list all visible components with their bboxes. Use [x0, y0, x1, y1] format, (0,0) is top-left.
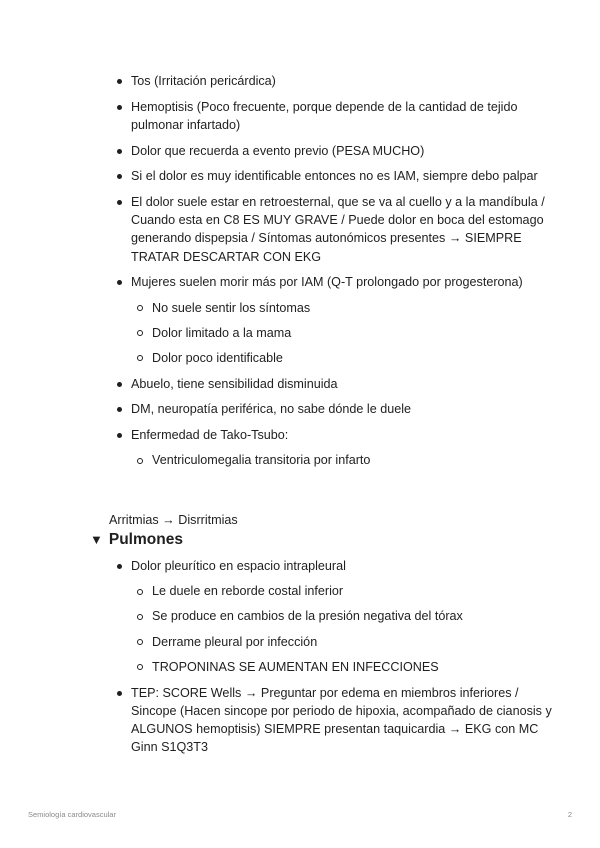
bullet-icon	[117, 280, 122, 285]
sub-list-item	[131, 658, 555, 676]
list-item	[115, 400, 555, 418]
sub-list-item	[131, 451, 555, 469]
list-item-text: DM, neuropatía periférica, no sabe dónde le duele	[131, 402, 412, 417]
sub-list-item-text: Ventriculomegalia transitoria por infarto	[152, 453, 371, 468]
circle-bullet-icon	[137, 305, 143, 311]
bullet-icon	[117, 407, 122, 412]
bullet-icon	[117, 200, 122, 205]
sub-list-item-text: Derrame pleural por infección	[152, 634, 318, 649]
list-item	[115, 273, 555, 367]
list-item-text: El dolor suele estar en retroesternal, que se va al cuello y a la mandíbula / Cuando esta en C8 ES MUY GRAVE / Puede dolor en boca del estomago generando dispepsia / Síntomas autonómicos presentes → SIEMPRE TRATAR DESCARTAR CON EKG	[131, 195, 545, 264]
bullet-icon	[117, 433, 122, 438]
list-item	[115, 98, 555, 134]
bullet-icon	[117, 105, 122, 110]
sub-list-item-text: Dolor poco identificable	[152, 350, 283, 365]
list-item	[115, 72, 555, 90]
list-item-text: Abuelo, tiene sensibilidad disminuida	[131, 376, 338, 391]
circle-bullet-icon	[137, 639, 143, 645]
circle-bullet-icon	[137, 458, 143, 464]
sub-list-item	[131, 299, 555, 317]
bullet-icon	[117, 79, 122, 84]
list-item	[115, 426, 555, 469]
sub-list	[131, 582, 555, 676]
bullet-icon	[117, 564, 122, 569]
list-item-text: Dolor pleurítico en espacio intrapleural	[131, 559, 346, 573]
list-item-text: TEP: SCORE Wells → Preguntar por edema en miembros inferiores / Sincope (Hacen sincope por periodo de hipoxia, acompañado de cianosis y ALGUNOS hemoptisis) SIEMPRE presentan taquicardia → EKG con MC Ginn S1Q3T3	[131, 685, 552, 755]
pulmones-list	[115, 557, 555, 764]
sub-list-item	[131, 582, 555, 600]
arritmias-line: Arritmias → Disrritmias	[109, 513, 238, 527]
circle-bullet-icon	[137, 589, 143, 595]
list-item-text: Mujeres suelen morir más por IAM (Q-T prolongado por progesterona)	[131, 275, 523, 290]
list-item-text: Enfermedad de Tako-Tsubo:	[131, 428, 289, 443]
footer-document-title: Semiología cardiovascular	[28, 810, 116, 819]
bullet-icon	[117, 691, 122, 696]
sub-list-item	[131, 633, 555, 651]
bullet-icon	[117, 382, 122, 387]
circle-bullet-icon	[137, 330, 143, 336]
list-item	[115, 684, 555, 757]
list-item-text: Dolor que recuerda a evento previo (PESA MUCHO)	[131, 143, 425, 158]
list-item	[115, 375, 555, 393]
list-item-text: Hemoptisis (Poco frecuente, porque depende de la cantidad de tejido pulmonar infartado)	[131, 99, 518, 132]
list-item	[115, 557, 555, 676]
sub-list-item	[131, 349, 555, 367]
list-item	[115, 142, 555, 160]
sub-list-item-text: Dolor limitado a la mama	[152, 325, 292, 340]
sub-list-item-text: Se produce en cambios de la presión negativa del tórax	[152, 609, 463, 624]
circle-bullet-icon	[137, 664, 143, 670]
list-item	[115, 193, 555, 266]
toggle-triangle-icon[interactable]: ▼	[90, 532, 103, 547]
list-item	[115, 167, 555, 185]
bullet-icon	[117, 174, 122, 179]
circle-bullet-icon	[137, 355, 143, 361]
section-title: Pulmones	[108, 531, 183, 548]
sub-list	[131, 451, 555, 469]
pulmones-toggle-heading[interactable]	[90, 529, 183, 551]
circle-bullet-icon	[137, 614, 143, 620]
sub-list-item-text: TROPONINAS SE AUMENTAN EN INFECCIONES	[152, 659, 439, 674]
sub-list-item	[131, 324, 555, 342]
sub-list-item-text: No suele sentir los síntomas	[152, 300, 311, 315]
symptoms-list	[115, 72, 555, 477]
footer-page-number: 2	[567, 810, 572, 819]
list-item-text: Si el dolor es muy identificable entonces no es IAM, siempre debo palpar	[131, 169, 538, 184]
sub-list	[131, 299, 555, 368]
bullet-icon	[117, 149, 122, 154]
sub-list-item-text: Le duele en reborde costal inferior	[152, 584, 344, 599]
sub-list-item	[131, 607, 555, 625]
list-item-text: Tos (Irritación pericárdica)	[131, 74, 276, 88]
